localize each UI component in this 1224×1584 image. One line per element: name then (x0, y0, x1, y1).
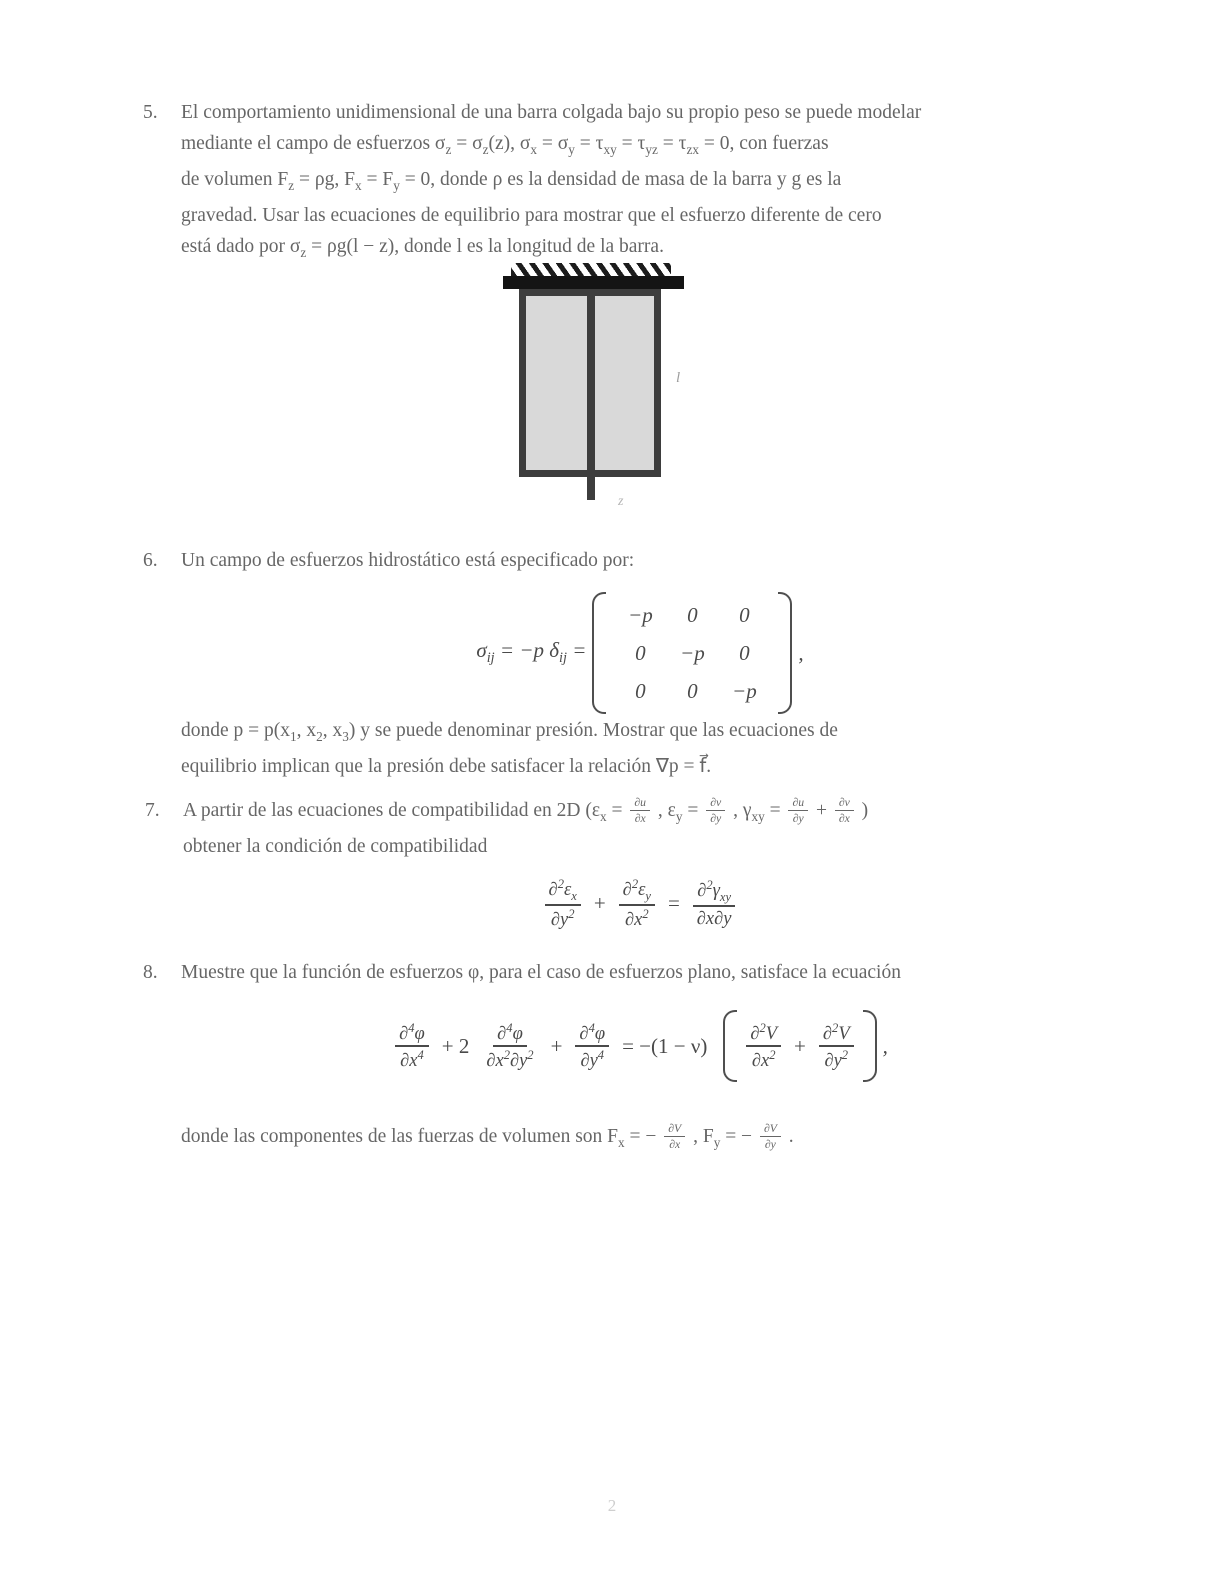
matrix-cell: 0 (635, 640, 646, 665)
problem-8-number: 8. (143, 962, 158, 983)
bar-centerline-axis (587, 289, 595, 500)
right-paren (863, 1010, 877, 1082)
problem-8 (143, 958, 1111, 989)
strain-y-fraction: $\frac{\partial v}{\partial y}$ (706, 796, 725, 825)
potential-frac-2: $\frac{\partial^2V}{\partial y^2}$ (819, 1021, 854, 1071)
problem-7-text (183, 796, 1113, 863)
problem-8-seg: donde las componentes de las fuerzas de volumen son $F_x$ = − (181, 1126, 657, 1150)
problem-8-continuation (181, 1122, 1111, 1158)
problem-8-continuation-text (181, 1122, 1111, 1158)
plus-operator: + (593, 890, 606, 915)
shear-fraction-2: $\frac{\partial v}{\partial x}$ (835, 796, 854, 825)
equation-compatibility (175, 868, 1105, 938)
equation-hydrostatic-stress (175, 592, 1105, 714)
problem-5-line: El comportamiento unidimensional de una barra colgada bajo su propio peso se puede modelar (181, 102, 922, 123)
equation-lhs: $\sigma_{ij} = -p$ $\delta_{ij}$ = (476, 638, 587, 667)
biharmonic-frac-3: $\frac{\partial^4\varphi}{\partial y^4}$ (575, 1021, 609, 1071)
problem-5-text (181, 98, 1111, 268)
right-paren (778, 592, 792, 714)
compat-frac-1: $\frac{\partial^2\varepsilon_x}{\partial y^2}$ (545, 877, 581, 930)
matrix-cell: −p (732, 678, 757, 703)
problem-7-seg: A partir de las ecuaciones de compatibilidad en 2D ($\varepsilon_x$ = (183, 800, 623, 824)
problem-6-text (181, 546, 1111, 577)
problem-6-line: donde $p = p(x_1$, $x_2$, $x_3$) y se puede denominar presión. Mostrar que las ecuaciones de (181, 720, 838, 744)
hanging-bar-figure (500, 262, 710, 522)
equation-biharmonic (175, 1000, 1105, 1092)
matrix-cell: −p (628, 602, 653, 627)
problem-8-seg: , $F_y$ = − (693, 1126, 753, 1150)
body-force-y-fraction: $\frac{\partial V}{\partial y}$ (760, 1122, 781, 1151)
problem-7-number: 7. (145, 800, 160, 821)
problem-7-line1 (183, 796, 1113, 832)
left-paren (592, 592, 606, 714)
matrix-cell: 0 (739, 602, 750, 627)
problem-7 (145, 796, 1113, 863)
equation-tail: , (798, 640, 804, 665)
problem-7-seg: , $\varepsilon_y$ = (657, 800, 699, 824)
stress-matrix (592, 592, 792, 714)
problem-6-continuation-text (181, 716, 1111, 783)
matrix-cell: −p (680, 640, 705, 665)
matrix-cell: 0 (687, 602, 698, 627)
axis-label: z (618, 494, 624, 509)
equation-tail: , (882, 1033, 888, 1058)
potential-terms (743, 1010, 856, 1082)
equals-operator: = (667, 890, 680, 915)
plus-operator: + (794, 1033, 806, 1058)
problem-8-body-forces-line (181, 1122, 1111, 1158)
matrix-cell: 0 (687, 678, 698, 703)
compat-frac-3: $\frac{\partial^2\gamma_{xy}}{\partial x\partial y}$ (693, 878, 736, 929)
problem-6-continuation (181, 716, 1111, 783)
fixed-support-bar (503, 276, 684, 289)
problem-5-line: de volumen $F_z = \rho g$, $F_x = F_y = 0$, donde ρ es la densidad de masa de la barra y g es la (181, 168, 842, 193)
problem-8-text (181, 958, 1111, 989)
compat-frac-2: $\frac{\partial^2\varepsilon_y}{\partial x^2}$ (619, 877, 655, 930)
problem-5-number: 5. (143, 102, 158, 123)
biharmonic-frac-2: $\frac{\partial^4\varphi}{\partial x^2\partial y^2}$ (486, 1021, 534, 1071)
potential-group (723, 1010, 876, 1082)
problem-7-seg: ) (861, 800, 869, 821)
problem-7-line2: obtener la condición de compatibilidad (183, 836, 488, 858)
body-force-x-fraction: $\frac{\partial V}{\partial x}$ (664, 1122, 685, 1151)
matrix-grid (612, 592, 772, 714)
problem-6 (143, 546, 1111, 577)
problem-5-line: mediante el campo de esfuerzos $\sigma_z = \sigma_z(z)$, $\sigma_x = \sigma_y = \tau_{xy} = \tau_{yz} = \tau_{zx} = 0$, con fuerzas (181, 132, 829, 157)
problem-5-line: está dado por $\sigma_z = \rho g(l - z)$, donde l es la longitud de la barra. (181, 235, 664, 260)
left-paren (723, 1010, 737, 1082)
shear-fraction-1: $\frac{\partial u}{\partial y}$ (788, 796, 808, 825)
biharmonic-frac-1: $\frac{\partial^4\varphi}{\partial x^4}$ (395, 1021, 429, 1071)
problem-7-seg: + (815, 800, 827, 821)
rhs-prefix: = −(1 − ν) (622, 1033, 708, 1058)
problem-6-intro: Un campo de esfuerzos hidrostático está especificado por: (181, 550, 635, 571)
plus-2-operator: + 2 (441, 1033, 470, 1058)
problem-8-seg: . (788, 1126, 794, 1147)
problem-7-seg: , $\gamma_{xy}$ = (733, 800, 781, 824)
problem-5-line: gravedad. Usar las ecuaciones de equilibrio para mostrar que el esfuerzo diferente de cero (181, 205, 882, 227)
problem-6-line: equilibrio implican que la presión debe satisfacer la relación ∇p = f⃗. (181, 756, 712, 778)
ceiling-hatch (511, 263, 671, 276)
matrix-cell: 0 (635, 678, 646, 703)
problem-5 (143, 98, 1111, 268)
bar-length-label: l (676, 370, 681, 386)
strain-x-fraction: $\frac{\partial u}{\partial x}$ (630, 796, 650, 825)
problem-8-intro: Muestre que la función de esfuerzos φ, para el caso de esfuerzos plano, satisface la ecuación (181, 962, 901, 983)
plus-operator: + (550, 1033, 563, 1058)
potential-frac-1: $\frac{\partial^2V}{\partial x^2}$ (746, 1021, 781, 1071)
problem-6-number: 6. (143, 550, 158, 571)
page-number: 2 (607, 1496, 617, 1515)
matrix-cell: 0 (739, 640, 750, 665)
